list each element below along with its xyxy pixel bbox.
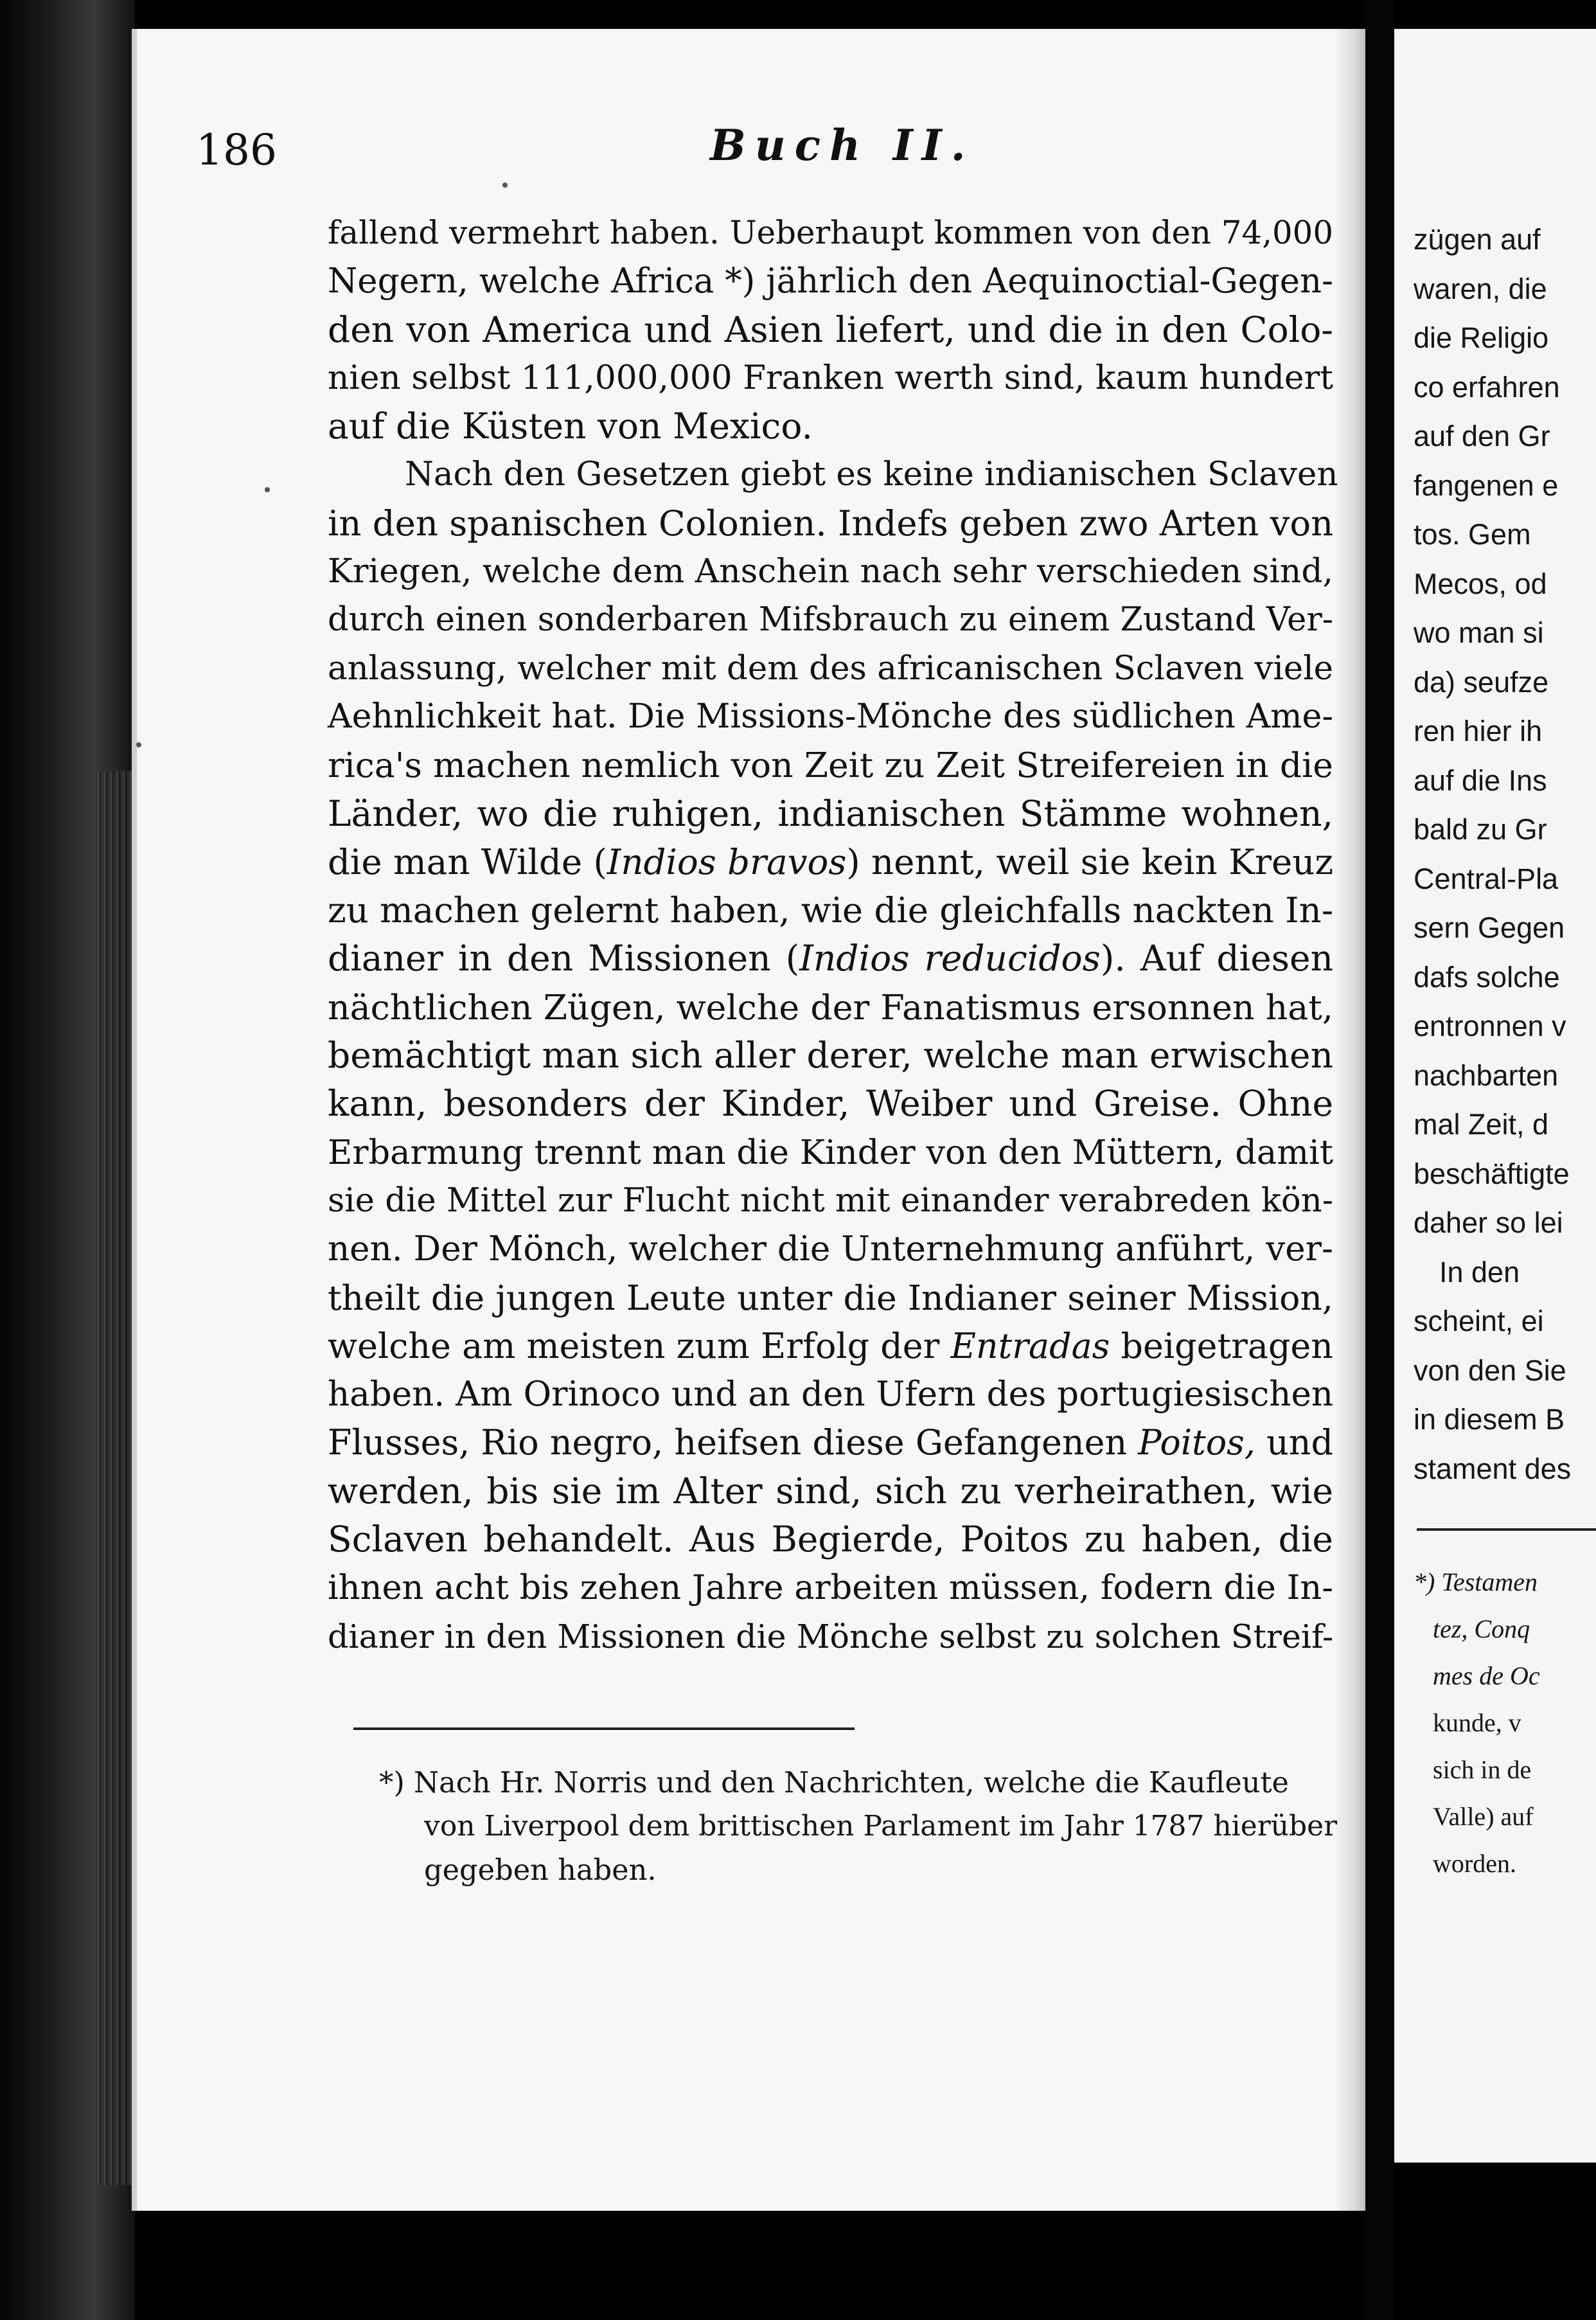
right-page-footnote-line: sich in de xyxy=(1433,1755,1532,1784)
right-page-text-line: ren hier ih xyxy=(1414,715,1543,747)
right-page-text-line: nachbarten xyxy=(1414,1058,1559,1092)
text-line: ihnen acht bis zehen Jahre arbeiten müssen, fodern die In- xyxy=(328,1568,1333,1608)
right-page-text-line: mal Zeit, d xyxy=(1414,1108,1549,1141)
right-page-footnote-line: tez, Conq xyxy=(1433,1614,1530,1643)
book-spine xyxy=(1365,0,1394,2320)
footnote-block xyxy=(379,1761,1343,1892)
right-page-text-line: wo man si xyxy=(1414,616,1544,649)
right-page-text-line: fangenen e xyxy=(1414,468,1559,502)
text-line: nächtlichen Zügen, welche der Fanatismus ersonnen hat, xyxy=(328,986,1333,1028)
text-line: nen. Der Mönch, welcher die Unternehmung anführt, ver- xyxy=(328,1229,1333,1269)
scan-speck xyxy=(136,742,141,747)
right-page-footnote-block xyxy=(1414,1558,1596,1887)
text-line: kann, besonders der Kinder, Weiber und Greise. Ohne xyxy=(328,1083,1333,1125)
right-page-text-line: von den Sie xyxy=(1414,1353,1566,1387)
text-line: rica's machen nemlich von Zeit zu Zeit Streifereien in die xyxy=(328,745,1333,786)
right-page-text-line: auf die Ins xyxy=(1414,763,1547,797)
text-line: durch einen sonderbaren Mifsbrauch zu einem Zustand Ver- xyxy=(328,601,1333,639)
text-line: haben. Am Orinoco und an den Ufern des portugiesischen xyxy=(328,1374,1333,1414)
text-line: bemächtigt man sich aller derer, welche man erwischen xyxy=(328,1035,1333,1076)
right-page-text-line: in diesem B xyxy=(1414,1403,1565,1436)
page-header xyxy=(196,120,1327,196)
running-head: Buch II. xyxy=(710,120,975,170)
text-line: Aehnlichkeit hat. Die Missions-Mönche des südlichen Ame- xyxy=(328,697,1333,736)
text-line: die man Wilde (Indios bravos) nennt, weil sie kein Kreuz xyxy=(328,841,1334,882)
text-line: dianer in den Missionen (Indios reducidos). Auf diesen xyxy=(328,938,1333,979)
right-page-footnote-line: kunde, v xyxy=(1433,1708,1521,1737)
right-page-text-line: beschäftigte xyxy=(1414,1157,1570,1190)
text-line: theilt die jungen Leute unter die Indianer seiner Mission, xyxy=(328,1277,1333,1318)
text-line: den von America und Asien liefert, und die in den Colo- xyxy=(328,308,1333,350)
right-page-text-line: die Religio xyxy=(1414,321,1549,354)
right-page-footnote-rule xyxy=(1417,1528,1596,1531)
text-line: fallend vermehrt haben. Ueberhaupt kommen von den 74,000 xyxy=(328,214,1333,251)
right-page-footnote-line: mes de Oc xyxy=(1433,1661,1540,1690)
scan-speck xyxy=(265,487,270,492)
text-line: werden, bis sie im Alter sind, sich zu verheirathen, wie xyxy=(328,1470,1333,1512)
text-line: Kriegen, welche dem Anschein nach sehr verschieden sind, xyxy=(328,552,1333,591)
text-line: Negern, welche Africa *) jährlich den Aequinoctial-Gegen- xyxy=(328,262,1333,301)
footnote-rule xyxy=(353,1727,855,1730)
right-page-footnote-line: worden. xyxy=(1433,1849,1516,1878)
footnote-line: von Liverpool dem brittischen Parlament im Jahr 1787 hierüber xyxy=(424,1810,1338,1843)
binding-shadow-streak xyxy=(96,771,135,2185)
right-page-text-line: entronnen v xyxy=(1414,1010,1566,1042)
main-text-block xyxy=(328,209,1338,1661)
right-page-text-line: auf den Gr xyxy=(1414,420,1550,452)
right-page-text-block xyxy=(1414,215,1596,1494)
footnote-line: gegeben haben. xyxy=(424,1853,657,1887)
text-line: welche am meisten zum Erfolg der Entradas beigetragen xyxy=(328,1325,1333,1366)
right-page-text-line: bald zu Gr xyxy=(1414,813,1547,846)
right-page-text-line: stament des xyxy=(1414,1452,1572,1485)
footnote-line: *) Nach Hr. Norris und den Nachrichten, welche die Kaufleute xyxy=(379,1766,1289,1799)
text-line: Sclaven behandelt. Aus Begierde, Poitos zu haben, die xyxy=(328,1519,1333,1560)
right-page-text-line: scheint, ei xyxy=(1414,1305,1544,1337)
right-page-text-line: In den xyxy=(1439,1255,1520,1289)
text-line: dianer in den Missionen die Mönche selbst zu solchen Streif- xyxy=(328,1617,1334,1655)
right-page-text-line: zügen auf xyxy=(1414,223,1541,256)
text-line: auf die Küsten von Mexico. xyxy=(328,406,813,447)
page-number: 186 xyxy=(196,125,277,175)
text-line: sie die Mittel zur Flucht nicht mit einander verabreden kön- xyxy=(328,1181,1333,1220)
text-line: anlassung, welcher mit dem des africanischen Sclaven viele xyxy=(328,648,1333,688)
right-page-text-line: tos. Gem xyxy=(1414,518,1531,551)
text-line: zu machen gelernt haben, wie die gleichfalls nackten In- xyxy=(328,889,1334,931)
right-page-footnote-line: *) Testamen xyxy=(1414,1567,1538,1596)
right-page-footnote-line: Valle) auf xyxy=(1433,1802,1534,1831)
right-page-text-line: Central-Pla xyxy=(1414,862,1559,895)
text-line: Erbarmung trennt man die Kinder von den Müttern, damit xyxy=(328,1132,1333,1172)
scan-speck xyxy=(502,183,508,188)
right-page-text-line: co erfahren xyxy=(1414,370,1560,404)
right-page-text-line: Mecos, od xyxy=(1414,567,1547,600)
right-page-text-line: daher so lei xyxy=(1414,1206,1563,1239)
right-page-text-line: dafs solche xyxy=(1414,960,1560,994)
right-page-text-line: sern Gegen xyxy=(1414,911,1565,944)
text-line: Länder, wo die ruhigen, indianischen Stämme wohnen, xyxy=(328,792,1333,834)
text-line: Nach den Gesetzen giebt es keine indianischen Sclaven xyxy=(405,455,1338,494)
text-line: Flusses, Rio negro, heifsen diese Gefangenen Poitos, und xyxy=(328,1422,1333,1463)
right-page-text-line: waren, die xyxy=(1414,272,1547,305)
right-page-text-line: da) seufze xyxy=(1414,665,1549,699)
text-line: in den spanischen Colonien. Indefs geben zwo Arten von xyxy=(328,502,1334,544)
text-line: nien selbst 111,000,000 Franken werth sind, kaum hundert xyxy=(328,358,1333,397)
